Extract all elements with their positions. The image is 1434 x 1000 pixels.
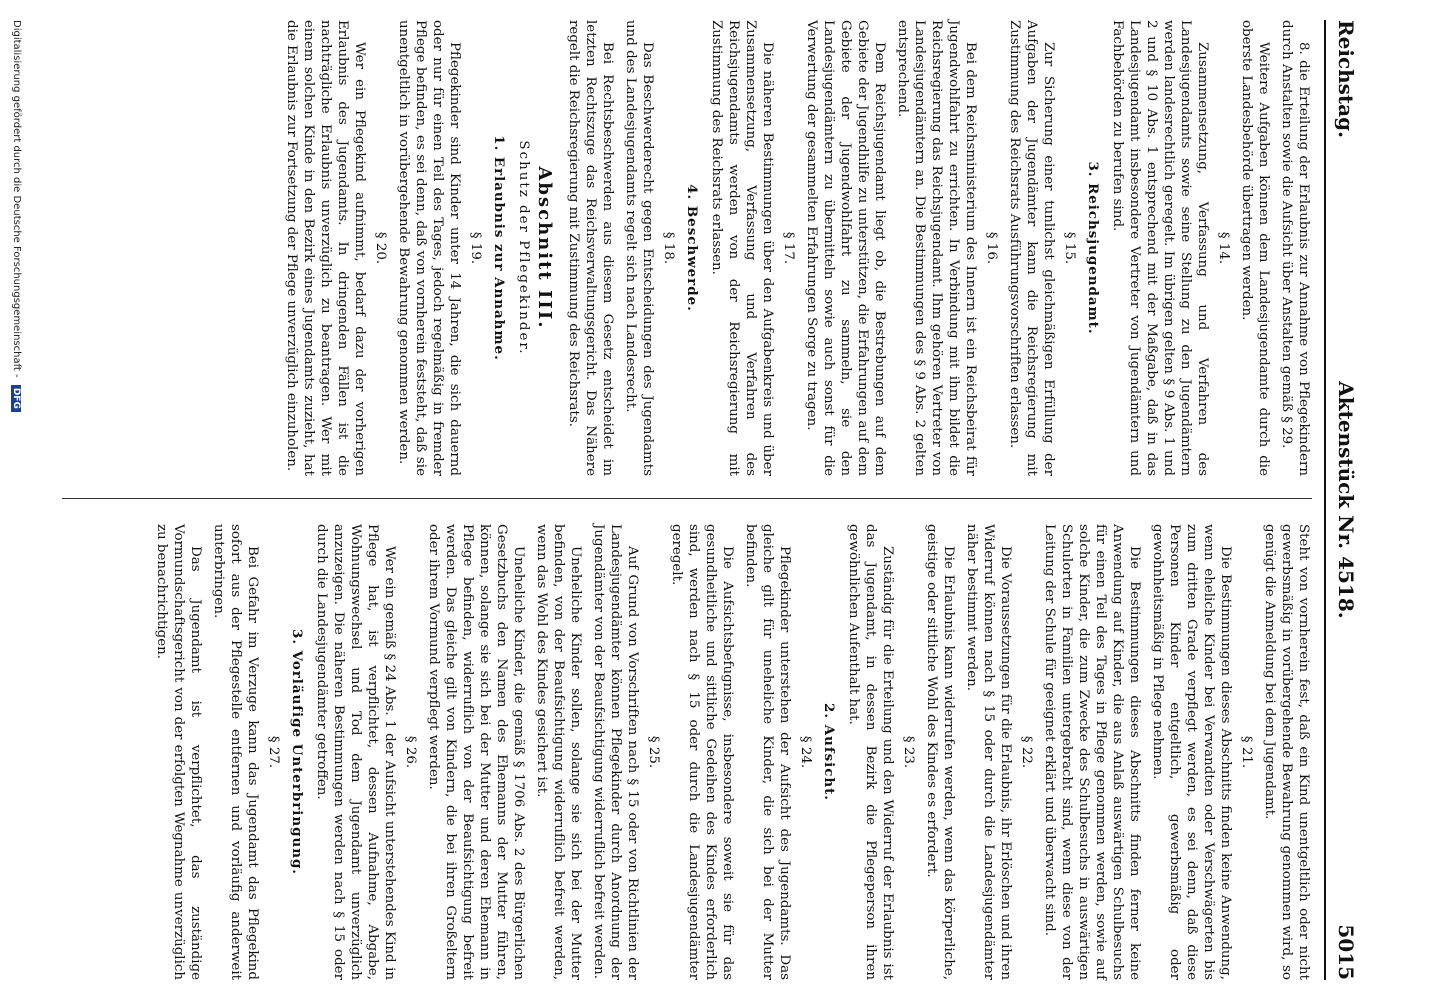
page-header [1324, 20, 1362, 980]
paragraph-number: § 16. [984, 231, 999, 265]
paragraph-number: § 23. [901, 735, 916, 769]
paragraph: Bei Gefahr im Verzuge kann das Jugendamt das Pflegekind sofort aus der Pflegestelle entfernen und vorläufig anderweit unterbringen. [211, 524, 260, 980]
paragraph: Das Jugendamt ist verpflichtet, das zuständige Vormundschaftsgericht von der erfolgten Wegnahme unverzüglich zu benachrichtigen. [154, 524, 203, 980]
paragraph-number: § 17. [781, 231, 796, 265]
paragraph-number: § 25. [646, 735, 661, 769]
paragraph: Auf Grund von Vorschriften nach § 15 oder von Richtlinien der Landesjugendämter können Pflegekinder durch Anordnung der Jugendämter von der Beaufsichtigung widerruflich befreit werden. [591, 524, 640, 980]
paragraph: Pflegekinder unterstehen der Aufsicht des Jugendamts. Das gleiche gilt für uneheliche Kinder, die sich bei der Mutter befinden. [743, 524, 792, 980]
paragraph: Bei Rechtsbeschwerden aus diesem Gesetz entscheidet im letzten Rechtszuge das Reichsverwaltungsgericht. Das Nähere regelt die Reichsregierung mit Zustimmung des Reichsrats. [566, 20, 615, 476]
section-heading: 2. Aufsicht. [821, 703, 837, 801]
paragraph: Die näheren Bestimmungen über den Aufgabenkreis und über Zusammensetzung, Verfassung und Verfahren des Reichsjugendamts werden von der Reichsregierung mit Zustimmung des Reichsrats erlassen. [709, 20, 775, 476]
paragraph: Steht von vornherein fest, daß ein Kind unentgeltlich oder nicht gewerbsmäßig in vorübergehende Bewahrung genommen wird, so genügt die Anmeldung bei dem Jugendamt. [1262, 524, 1311, 980]
paragraph: Wer ein Pflegekind aufnimmt, bedarf dazu der vorherigen Erlaubnis des Jugendamts. In dringenden Fällen ist die nachträgliche Erlaubnis unverzüglich zu beantragen. Wer mit einem solchen Kinde in den Bezirk eines Jugendamts zuzieht, hat die Erlaubnis zur Fortsetzung der Pflege unverzüglich einzuholen. [284, 20, 367, 476]
page-number: 5015 [1334, 924, 1358, 980]
paragraph: Zur Sicherung einer tunlichst gleichmäßigen Erfüllung der Aufgaben der Jugendämter kann die Reichsregierung mit Zustimmung des Reichsrats Ausführungsvorschriften erlassen. [1007, 20, 1056, 476]
right-column [147, 524, 1312, 980]
paragraph-number: § 20. [373, 231, 388, 265]
paragraph: Das Beschwerderecht gegen Entscheidungen des Jugendamts und des Landesjugendamts regelt sich nach Landesrecht. [623, 20, 655, 476]
paragraph-number: § 22. [1019, 735, 1034, 769]
paragraph: Wer ein gemäß § 24 Abs. 1 der Aufsicht unterstehendes Kind in Pflege hat, ist verpflichtet, dessen Aufnahme, Abgabe, Wohnungswechsel und Tod dem Jugendamt unverzüglich anzuzeigen. Die näheren Bestimmungen werden nach § 15 oder durch die Landesjugendämter getroffen. [314, 524, 397, 980]
paragraph: Uneheliche Kinder sollen, solange sie sich bei der Mutter befinden, von der Beaufsichtigung widerruflich befreit werden, wenn das Wohl des Kindes gesichert ist. [534, 524, 583, 980]
paragraph: 8. die Erteilung der Erlaubnis zur Annahme von Pflegekindern durch Anstalten sowie die Aufsicht über Anstalten gemäß § 29. [1279, 20, 1311, 476]
paragraph: Die Bestimmungen dieses Abschnitts finden ferner keine Anwendung auf Kinder, die aus Anlaß auswärtigen Schulbesuchs für einen Teil des Tages in Pflege genommen werden, sowie auf solche Kinder, die zum Zwecke des Schulbesuchs in auswärtigen Schulorten in Familien untergebracht sind, wenn diese von der Leitung der Schule für geeignet erklärt und überwacht sind. [1042, 524, 1142, 980]
paragraph: Zuständig für die Erteilung und den Widerruf der Erlaubnis ist das Jugendamt, in dessen Bezirk die Pflegeperson ihren gewöhnlichen Aufenthalt hat. [846, 524, 895, 980]
paragraph: Pflegekinder sind Kinder unter 14 Jahren, die sich dauernd oder nur für einen Teil des Tages, jedoch regelmäßig in fremder Pflege befinden, es sei denn, daß von vornherein feststeht, daß sie unentgeltlich in vorübergehende Bewahrung genommen werden. [396, 20, 462, 476]
section-heading: 3. Vorläufige Unterbringung. [289, 629, 305, 875]
paragraph-number: § 24. [798, 735, 813, 769]
paragraph: Die Aufsichtsbefugnisse, insbesondere soweit sie für das gesundheitliche und sittliche Gedeihen des Kindes erforderlich sind, werden nach § 15 oder durch die Landesjugendämter geregelt. [669, 524, 735, 980]
paragraph: Weitere Aufgaben können dem Landesjugendamte durch die oberste Landesbehörde übertragen werden. [1239, 20, 1271, 476]
paragraph-number: § 18. [661, 231, 676, 265]
chapter-heading: Abschnitt III. [534, 166, 555, 330]
chapter-subtitle: Schutz der Pflegekinder. [516, 140, 531, 356]
section-heading: 3. Reichsjugendamt. [1085, 161, 1101, 335]
paragraph: Die Bestimmungen dieses Abschnitts finden keine Anwendung, wenn eheliche Kinder bei Verwandten oder Verschwägerten bis zum dritten Grade verpflegt werden, es sei denn, daß diese Personen Kinder entgeltlich, gewerbsmäßig oder gewohnheitsmäßig in Pflege nehmen. [1150, 524, 1233, 980]
paragraph: Zusammensetzung, Verfassung und Verfahren des Landesjugendamts sowie seine Stellung zu den Jugendämtern werden landesrechtlich geregelt. Im übrigen gelten § 9 Abs. 1 und 2 und § 10 Abs. 1 entsprechend mit der Maßgabe, daß in das Landesjugendamt insbesondere Vertreter von Jugendämtern und Fachbehörden zu berufen sind. [1110, 20, 1210, 476]
paragraph: Bei dem Reichsministerium des Innern ist ein Reichsbeirat für Jugendwohlfahrt zu errichten. In Verbindung mit ihm bildet die Reichsregierung das Reichsjugendamt. Ihm gehören Vertreter von Landesjugendämtern an. Die Bestimmungen des § 9 Abs. 2 gelten entsprechend. [895, 20, 978, 476]
footer-text: Digitalisierung gefördert durch die Deutsche Forschungsgemeinschaft - [11, 20, 22, 378]
section-heading: 4. Beschwerde. [684, 184, 700, 312]
paragraph-number: § 26. [403, 735, 418, 769]
paragraph: Die Erlaubnis kann widerrufen werden, wenn das körperliche, geistige oder sittliche Wohl des Kindes es erfordert. [924, 524, 956, 980]
footer [11, 20, 22, 412]
header-left: Reichstag. [1334, 20, 1358, 139]
paragraph-number: § 14. [1216, 231, 1231, 265]
paragraph-number: § 19. [468, 231, 483, 265]
paragraph-number: § 15. [1062, 231, 1077, 265]
header-title: Aktenstück Nr. 4518. [1334, 381, 1358, 619]
paragraph-number: § 21. [1239, 735, 1254, 769]
paragraph: Dem Reichsjugendamt liegt ob, die Bestrebungen auf dem Gebiete der Jugendhilfe zu unterstützen, die Erfahrungen auf dem Gebiete der Jugendwohlfahrt zu sammeln, sie den Landesjugendämtern zu übermitteln sowie auch sonst für die Verwertung der gesammelten Erfahrungen Sorge zu tragen. [804, 20, 887, 476]
paragraph-number: § 27. [266, 735, 281, 769]
section-heading: 1. Erlaubnis zur Annahme. [491, 135, 507, 361]
left-column [277, 20, 1312, 476]
dfg-logo: DFG [11, 385, 21, 412]
paragraph: Uneheliche Kinder, die gemäß § 1706 Abs. 2 des Bürgerlichen Gesetzbuchs den Namen des Ehemanns der Mutter führen, können, solange sie sich bei der Mutter und deren Ehemann in Pflege befinden, widerruflich von der Beaufsichtigung befreit werden. Das gleiche gilt von Kindern, die bei ihren Großeltern oder ihrem Vormund verpflegt werden. [426, 524, 526, 980]
paragraph: Die Voraussetzungen für die Erlaubnis, ihr Erlöschen und ihren Widerruf können nach § 15 oder durch die Landesjugendämter näher bestimmt werden. [964, 524, 1013, 980]
column-divider [62, 498, 1312, 499]
